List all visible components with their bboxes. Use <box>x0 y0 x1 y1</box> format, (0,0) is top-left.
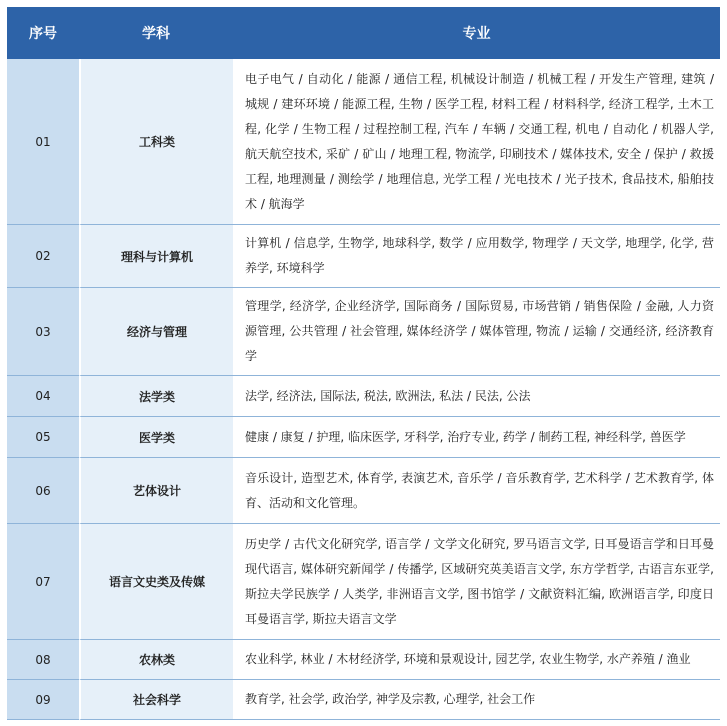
row-subject: 医学类 <box>79 417 233 458</box>
row-num: 05 <box>7 417 79 458</box>
header-row <box>7 7 720 59</box>
row-num: 08 <box>7 640 79 680</box>
row-subject: 经济与管理 <box>79 288 233 376</box>
row-num: 01 <box>7 59 79 225</box>
row-majors: 法学, 经济法, 国际法, 税法, 欧洲法, 私法 / 民法, 公法 <box>233 376 720 417</box>
row-num: 03 <box>7 288 79 376</box>
row-majors: 农业科学, 林业 / 木材经济学, 环境和景观设计, 园艺学, 农业生物学, 水产养殖 / 渔业 <box>233 640 720 680</box>
row-subject: 工科类 <box>79 59 233 225</box>
row-num: 09 <box>7 680 79 720</box>
header-major: 专业 <box>233 7 720 59</box>
row-num: 02 <box>7 225 79 288</box>
table-row <box>7 417 720 458</box>
row-subject: 艺体设计 <box>79 458 233 524</box>
row-subject: 法学类 <box>79 376 233 417</box>
row-majors: 管理学, 经济学, 企业经济学, 国际商务 / 国际贸易, 市场营销 / 销售保险 / 金融, 人力资源管理, 公共管理 / 社会管理, 媒体经济学 / 媒体管理, 物流 / 运输 / 交通经济, 经济教育学 <box>233 288 720 376</box>
row-num: 04 <box>7 376 79 417</box>
row-subject: 农林类 <box>79 640 233 680</box>
row-subject: 语言文史类及传媒 <box>79 524 233 640</box>
row-subject: 社会科学 <box>79 680 233 720</box>
table-row <box>7 524 720 640</box>
row-subject: 理科与计算机 <box>79 225 233 288</box>
row-majors: 计算机 / 信息学, 生物学, 地球科学, 数学 / 应用数学, 物理学 / 天文学, 地理学, 化学, 营养学, 环境科学 <box>233 225 720 288</box>
table-row <box>7 376 720 417</box>
row-majors: 健康 / 康复 / 护理, 临床医学, 牙科学, 治疗专业, 药学 / 制药工程, 神经科学, 兽医学 <box>233 417 720 458</box>
majors-table <box>7 7 720 720</box>
row-majors: 电子电气 / 自动化 / 能源 / 通信工程, 机械设计制造 / 机械工程 / 开发生产管理, 建筑 / 城规 / 建环环境 / 能源工程, 生物 / 医学工程, 材料工程 / 材料科学, 经济工程学, 土木工程, 化学 / 生物工程 / 过程控制工程, 汽车 / 车辆 / 交通工程, 机电 / 自动化 / 机器人学, 航天航空技术, 采矿 / 矿山 / 地理工程, 物流学, 印刷技术 / 媒体技术, 安全 / 保护 / 救援工程, 地理测量 / 测绘学 / 地理信息, 光学工程 / 光电技术 / 光子技术, 食品技术, 船舶技术 / 航海学 <box>233 59 720 225</box>
header-num: 序号 <box>7 7 79 59</box>
table-row <box>7 225 720 288</box>
row-majors: 教育学, 社会学, 政治学, 神学及宗教, 心理学, 社会工作 <box>233 680 720 720</box>
table-row <box>7 458 720 524</box>
row-majors: 音乐设计, 造型艺术, 体育学, 表演艺术, 音乐学 / 音乐教育学, 艺术科学 / 艺术教育学, 体育、活动和文化管理。 <box>233 458 720 524</box>
row-num: 07 <box>7 524 79 640</box>
row-majors: 历史学 / 古代文化研究学, 语言学 / 文学文化研究, 罗马语言文学, 日耳曼语言学和日耳曼现代语言, 媒体研究新闻学 / 传播学, 区域研究英美语言文学, 东方学哲学, 古语言东亚学, 斯拉夫学民族学 / 人类学, 非洲语言文学, 图书馆学 / 文献资料汇编, 欧洲语言学, 印度日耳曼语言学, 斯拉夫语言文学 <box>233 524 720 640</box>
table-row <box>7 59 720 225</box>
table-row <box>7 288 720 376</box>
table-row <box>7 640 720 680</box>
table-row <box>7 680 720 720</box>
header-subject: 学科 <box>79 7 233 59</box>
row-num: 06 <box>7 458 79 524</box>
